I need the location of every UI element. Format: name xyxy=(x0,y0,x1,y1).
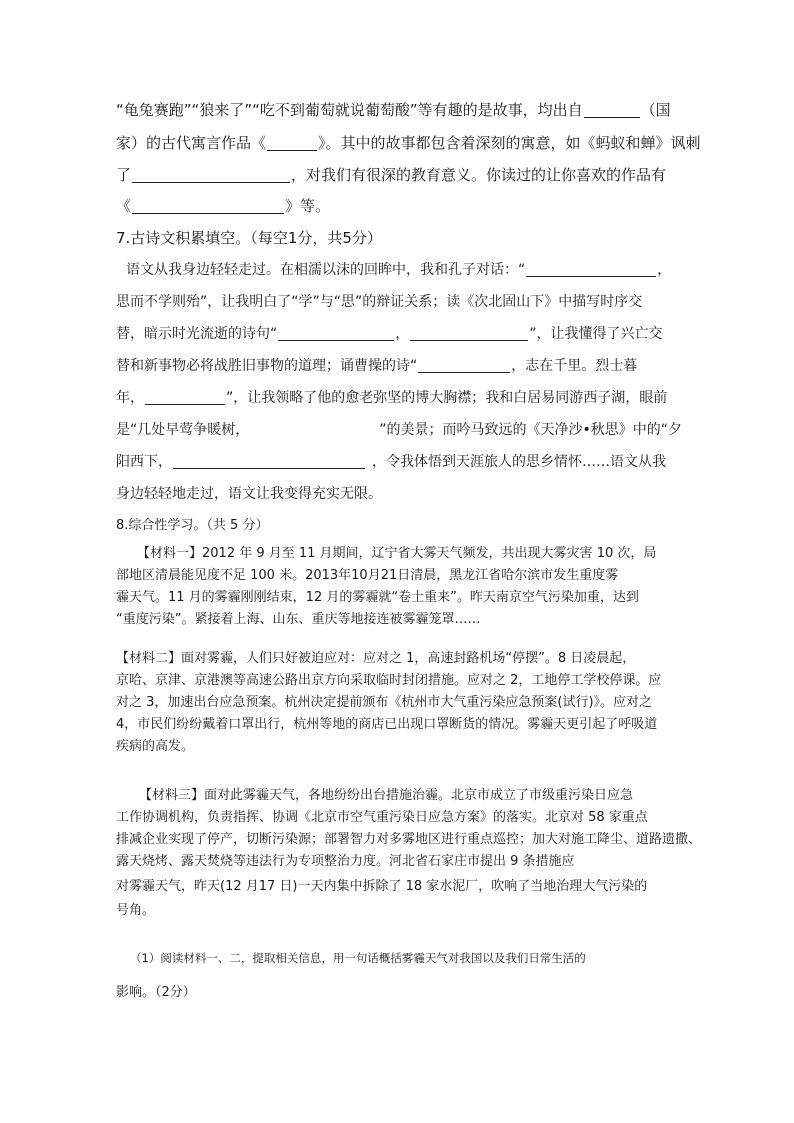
q6-line-3 xyxy=(116,168,666,183)
q6-text: “龟兔赛跑”“狼来了”“吃不到葡萄就说葡萄酸”等有趣的是故事，均出自 xyxy=(116,101,583,119)
q6-text: 《 xyxy=(116,197,132,215)
q7-text: 是“几处早莺争暖树， xyxy=(116,422,250,438)
material-2-line: 疾病的高发。 xyxy=(116,739,195,754)
q8-subquestion-1: （1）阅读材料一、二，提取相关信息，用一句话概括雾霾天气对我国以及我们日常生活的 xyxy=(130,951,586,965)
q6-text: 》等。 xyxy=(285,197,331,215)
q7-line-6 xyxy=(116,423,682,437)
material-3-line: 工作协调机构，负责指挥、协调《北京市空气重污染日应急方案》的落实。北京对 58 家重点 xyxy=(116,810,648,825)
q7-text: 年， xyxy=(116,390,144,406)
answer-blank-country[interactable] xyxy=(584,116,640,118)
q7-line-1 xyxy=(126,263,671,277)
q6-text: 家）的古代寓言作品 xyxy=(116,134,252,152)
q6-line-1 xyxy=(116,103,671,118)
material-3-line: 排减企业实现了停产，切断污染源；部署智力对多雾地区进行重点巡控；加大对施工降尘、道路遗撒、 xyxy=(116,832,702,847)
q7-text: ，令我体悟到天涯旅人的思乡情怀……语文从我 xyxy=(372,454,666,470)
q7-text: 阳西下， xyxy=(116,454,172,470)
material-1-line: 霾天气。11 月的雾霾刚刚结束，12 月的雾霾就“卷土重来”。昨天南京空气污染加重，达到 xyxy=(116,590,639,605)
q6-text: ，对我们有很深的教育意义。你读过的让你喜欢的作品有 xyxy=(291,166,667,184)
answer-blank-book[interactable] xyxy=(267,149,317,151)
answer-blank-satire[interactable] xyxy=(132,181,290,183)
material-2-line: 京哈、京津、京港澳等高速公路出京方向采取临时封闭措施。应对之 2，工地停工学校停课。应 xyxy=(116,673,662,688)
answer-blank-poem-4[interactable] xyxy=(145,403,225,405)
q6-line-4 xyxy=(116,199,330,214)
answer-blank-poem-3[interactable] xyxy=(418,371,510,373)
material-3-line: 露天烧烤、露天焚烧等违法行为专项整治力度。河北省石家庄市提出 9 条措施应 xyxy=(116,854,575,869)
q6-line-2 xyxy=(116,136,701,151)
answer-blank-poem-2b[interactable] xyxy=(410,339,528,341)
q7-text: ，志在千里。烈士暮 xyxy=(511,358,638,374)
answer-blank-poem-2a[interactable] xyxy=(278,339,394,341)
q8-heading: 8.综合性学习。（共 5 分） xyxy=(116,518,269,533)
q7-line-7 xyxy=(116,455,666,469)
material-1-line: “重度污染”。紧接着上海、山东、重庆等地接连被雾霾笼罩…… xyxy=(116,612,481,627)
q7-line-3 xyxy=(116,327,663,341)
q6-text: 了 xyxy=(116,166,132,184)
q7-heading: 7.古诗文积累填空。（每空1分，共5分） xyxy=(116,229,382,247)
q7-line-4 xyxy=(116,359,637,373)
q7-text: ”的美景；而吟马致远的《天净沙•秋思》中的“夕 xyxy=(379,422,683,438)
material-3-line: 【材料三】面对此雾霾天气，各地纷纷出台措施治霾。北京市成立了市级重污染日应急 xyxy=(139,788,634,803)
answer-blank-favorite[interactable] xyxy=(132,212,284,214)
q7-line-8: 身边轻轻地走过，语文让我变得充实无限。 xyxy=(116,486,382,502)
material-2-line: 【材料二】面对雾霾，人们只好被迫应对：应对之 1，高速封路机场“停摆”。8 日凌晨起， xyxy=(116,651,636,666)
material-1-line: 【材料一】2012 年 9 月至 11 月期间，辽宁省大雾天气频发，共出现大雾灾害 10 次，局 xyxy=(137,546,657,561)
q7-text: ”，让我懂得了兴亡交 xyxy=(529,326,663,342)
answer-blank-poem-6[interactable] xyxy=(173,467,365,469)
q7-text: 替，暗示时光流逝的诗句“ xyxy=(116,326,278,342)
q6-text: 》 xyxy=(318,134,326,152)
q6-text: 。其中的故事都包含着深刻的寓意，如《蚂蚁和蝉》讽刺 xyxy=(325,134,701,152)
material-3-line: 对雾霾天气，昨天(12 月17 日)一天内集中拆除了 18 家水泥厂，吹响了当地治理大气污染的 xyxy=(116,879,648,894)
q7-text: 替和新事物必将战胜旧事物的道理；诵曹操的诗“ xyxy=(116,358,418,374)
material-2-line: 4，市民们纷纷戴着口罩出行，杭州等地的商店已出现口罩断货的情况。雾霾天更引起了呼吸道 xyxy=(116,717,658,732)
q6-text: 《 xyxy=(251,134,267,152)
material-1-line: 部地区清晨能见度不足 100 米。2013年10月21日清晨，黑龙江省哈尔滨市发生重度雾 xyxy=(116,568,619,583)
q7-line-5 xyxy=(116,391,667,405)
q7-text: 语文从我身边轻轻走过。在相濡以沫的回眸中，我和孔子对话：“ xyxy=(126,262,526,278)
material-2-line: 对之 3，加速出台应急预案。杭州决定提前颁布《杭州市大气重污染应急预案(试行)》。应对之 xyxy=(116,695,653,710)
q8-subquestion-1-cont: 影响。（2分） xyxy=(116,985,196,1000)
q6-text: （国 xyxy=(640,101,671,119)
q7-line-2: 思而不学则殆”，让我明白了“学”与“思”的辩证关系；读《次北固山下》中描写时序交 xyxy=(116,294,643,310)
answer-blank-poem-1[interactable] xyxy=(526,275,656,277)
q7-text: ， xyxy=(657,262,672,278)
q7-text: ”，让我领略了他的愈老弥坚的博大胸襟；我和白居易同游西子湖，眼前 xyxy=(226,390,668,406)
material-3-line: 号角。 xyxy=(116,903,156,918)
q7-text: ， xyxy=(395,326,410,342)
